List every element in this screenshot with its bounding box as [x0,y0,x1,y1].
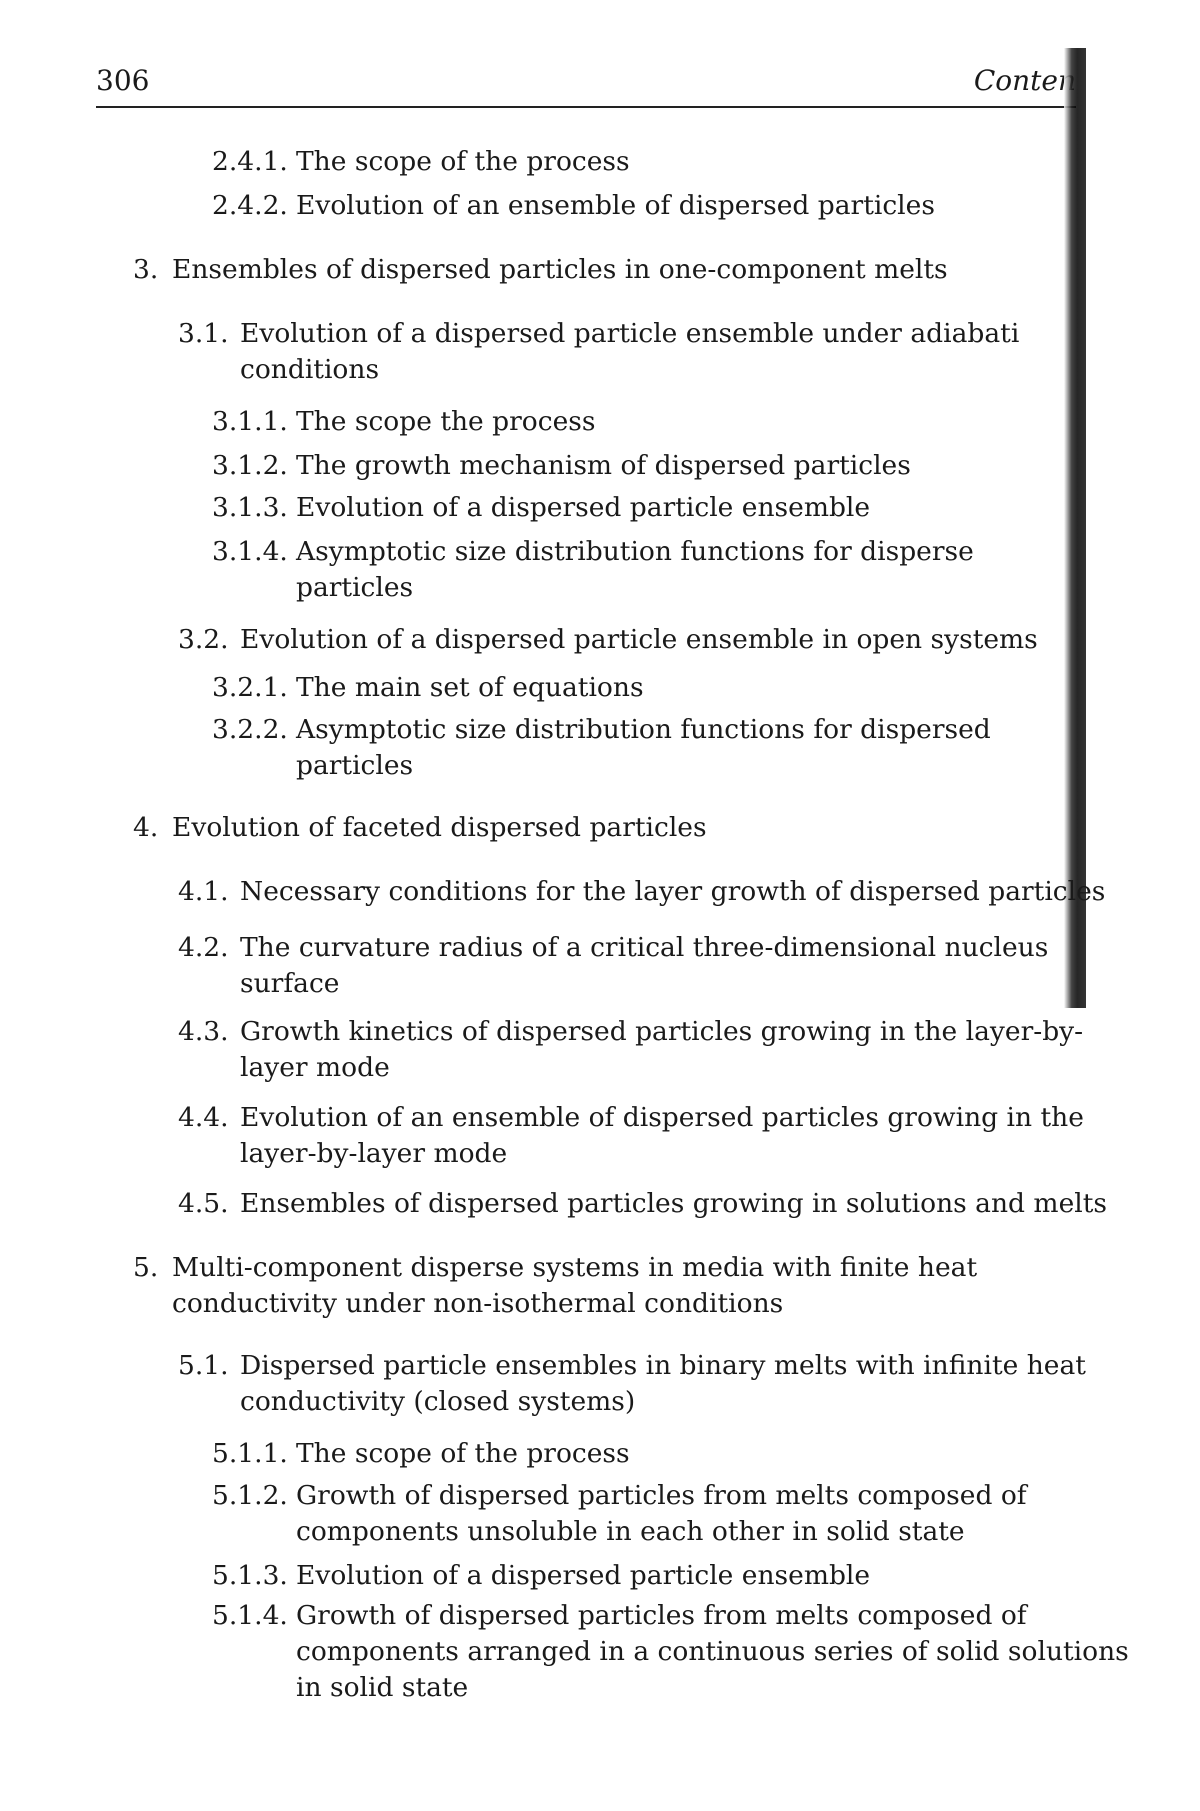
toc-title: The scope of the process [296,1436,630,1472]
toc-number: 4.5. [178,1186,229,1222]
toc-title: Ensembles of dispersed particles growing in solutions and melts [240,1186,1107,1222]
toc-title-continued: conductivity under non-isothermal conditions [172,1286,783,1322]
toc-number: 2.4.1. [212,144,288,180]
toc-title: The growth mechanism of dispersed particles [296,448,911,484]
toc-number: 3.2.2. [212,712,288,748]
toc-number: 4.1. [178,874,229,910]
toc-number: 5.1.1. [212,1436,288,1472]
scan-shadow-edge [1064,48,1086,1008]
toc-title: Multi-component disperse systems in media with finite heat [172,1250,977,1286]
toc-number: 4.4. [178,1100,229,1136]
toc-title: The scope of the process [296,144,630,180]
toc-title-continued: in solid state [296,1670,468,1706]
toc-title: Ensembles of dispersed particles in one-component melts [172,252,948,288]
toc-number: 3.1.3. [212,490,288,526]
toc-number: 3.1. [178,316,229,352]
toc-number: 5.1.2. [212,1478,288,1514]
toc-number: 3. [133,252,158,288]
toc-number: 3.1.1. [212,404,288,440]
toc-title: Asymptotic size distribution functions for disperse [296,534,974,570]
toc-number: 4.3. [178,1014,229,1050]
toc-title: The scope the process [296,404,595,440]
toc-number: 5.1.3. [212,1558,288,1594]
toc-title: Evolution of an ensemble of dispersed particles growing in the [240,1100,1084,1136]
toc-title: Necessary conditions for the layer growth of dispersed particles [240,874,1105,910]
toc-number: 3.1.2. [212,448,288,484]
toc-title-continued: particles [296,570,413,606]
toc-title: Evolution of faceted dispersed particles [172,810,707,846]
toc-title: Dispersed particle ensembles in binary melts with infinite heat [240,1348,1086,1384]
toc-title-continued: conductivity (closed systems) [240,1384,635,1420]
toc-number: 4. [133,810,158,846]
toc-number: 4.2. [178,930,229,966]
toc-number: 5.1.4. [212,1598,288,1634]
toc-title: Growth of dispersed particles from melts composed of [296,1478,1027,1514]
toc-title-continued: layer-by-layer mode [240,1136,507,1172]
toc-title: Asymptotic size distribution functions for dispersed [296,712,991,748]
toc-title: Evolution of an ensemble of dispersed particles [296,188,935,224]
toc-title-continued: surface [240,966,339,1002]
page-header [96,58,1076,108]
toc-number: 5. [133,1250,158,1286]
toc-number: 2.4.2. [212,188,288,224]
toc-title-continued: conditions [240,352,379,388]
toc-number: 3.1.4. [212,534,288,570]
toc-title: The main set of equations [296,670,644,706]
toc-number: 5.1. [178,1348,229,1384]
toc-title-continued: components arranged in a continuous series of solid solutions [296,1634,1129,1670]
running-title: Conten [974,64,1076,97]
toc-title-continued: particles [296,748,413,784]
toc-number: 3.2.1. [212,670,288,706]
book-page [0,0,1200,1811]
toc-title: Growth of dispersed particles from melts composed of [296,1598,1027,1634]
toc-title: Growth kinetics of dispersed particles growing in the layer-by- [240,1014,1083,1050]
toc-title: The curvature radius of a critical three-dimensional nucleus [240,930,1048,966]
toc-title: Evolution of a dispersed particle ensemble in open systems [240,622,1038,658]
toc-title-continued: components unsoluble in each other in solid state [296,1514,965,1550]
toc-title: Evolution of a dispersed particle ensemble [296,490,870,526]
toc-title: Evolution of a dispersed particle ensemble under adiabati [240,316,1019,352]
toc-title: Evolution of a dispersed particle ensemble [296,1558,870,1594]
toc-number: 3.2. [178,622,229,658]
toc-title-continued: layer mode [240,1050,390,1086]
page-number: 306 [96,64,149,97]
